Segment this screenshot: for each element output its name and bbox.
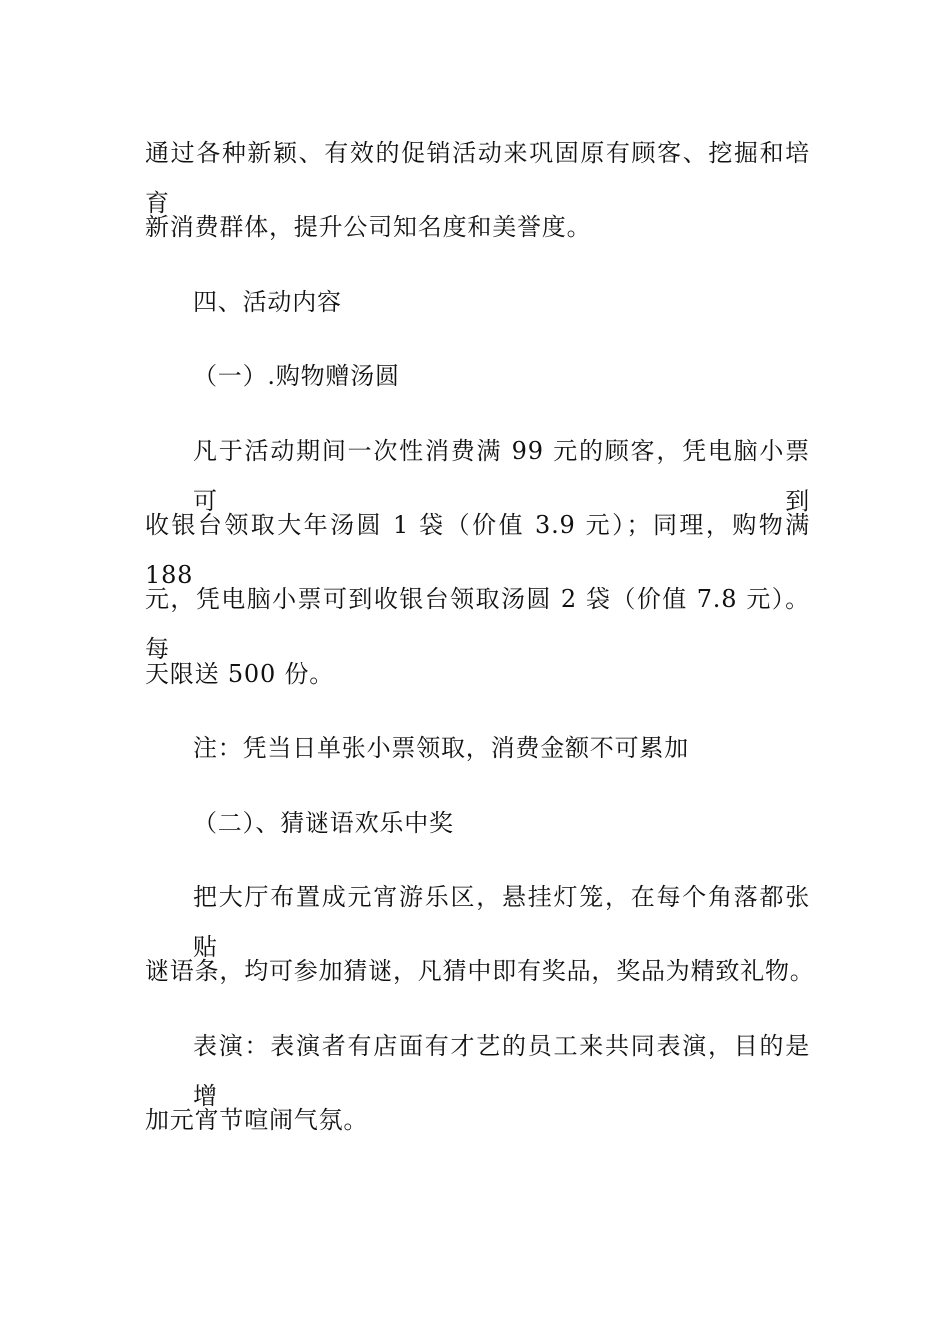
- section-heading-activity-content: 四、活动内容: [193, 287, 342, 316]
- paragraph-line-1: 通过各种新颖、有效的促销活动来巩固原有顾客、挖掘和培育: [145, 139, 810, 217]
- paragraph-line-13: 表演：表演者有店面有才艺的员工来共同表演，目的是增: [193, 1031, 810, 1110]
- note-line: 注：凭当日单张小票领取，消费金额不可累加: [193, 734, 689, 763]
- paragraph-line-11: 把大厅布置成元宵游乐区，悬挂灯笼，在每个角落都张贴: [193, 882, 810, 961]
- paragraph-line-12: 谜语条，均可参加猜谜，凡猜中即有奖品，奖品为精致礼物。: [145, 957, 815, 986]
- paragraph-line-6: 收银台领取大年汤圆 1 袋（价值 3.9 元）；同理，购物满 188: [145, 510, 810, 589]
- paragraph-line-5: 凡于活动期间一次性消费满 99 元的顾客，凭电脑小票可到: [193, 436, 810, 515]
- subsection-heading-1: （一）.购物赠汤圆: [193, 362, 400, 391]
- subsection-heading-2: （二）、猜谜语欢乐中奖: [193, 808, 454, 837]
- paragraph-line-7: 元，凭电脑小票可到收银台领取汤圆 2 袋（价值 7.8 元）。每: [145, 585, 810, 664]
- paragraph-line-2: 新消费群体，提升公司知名度和美誉度。: [145, 213, 592, 242]
- document-body: [145, 128, 815, 1169]
- paragraph-line-14: 加元宵节喧闹气氛。: [145, 1106, 369, 1135]
- paragraph-line-8: 天限送 500 份。: [145, 659, 335, 688]
